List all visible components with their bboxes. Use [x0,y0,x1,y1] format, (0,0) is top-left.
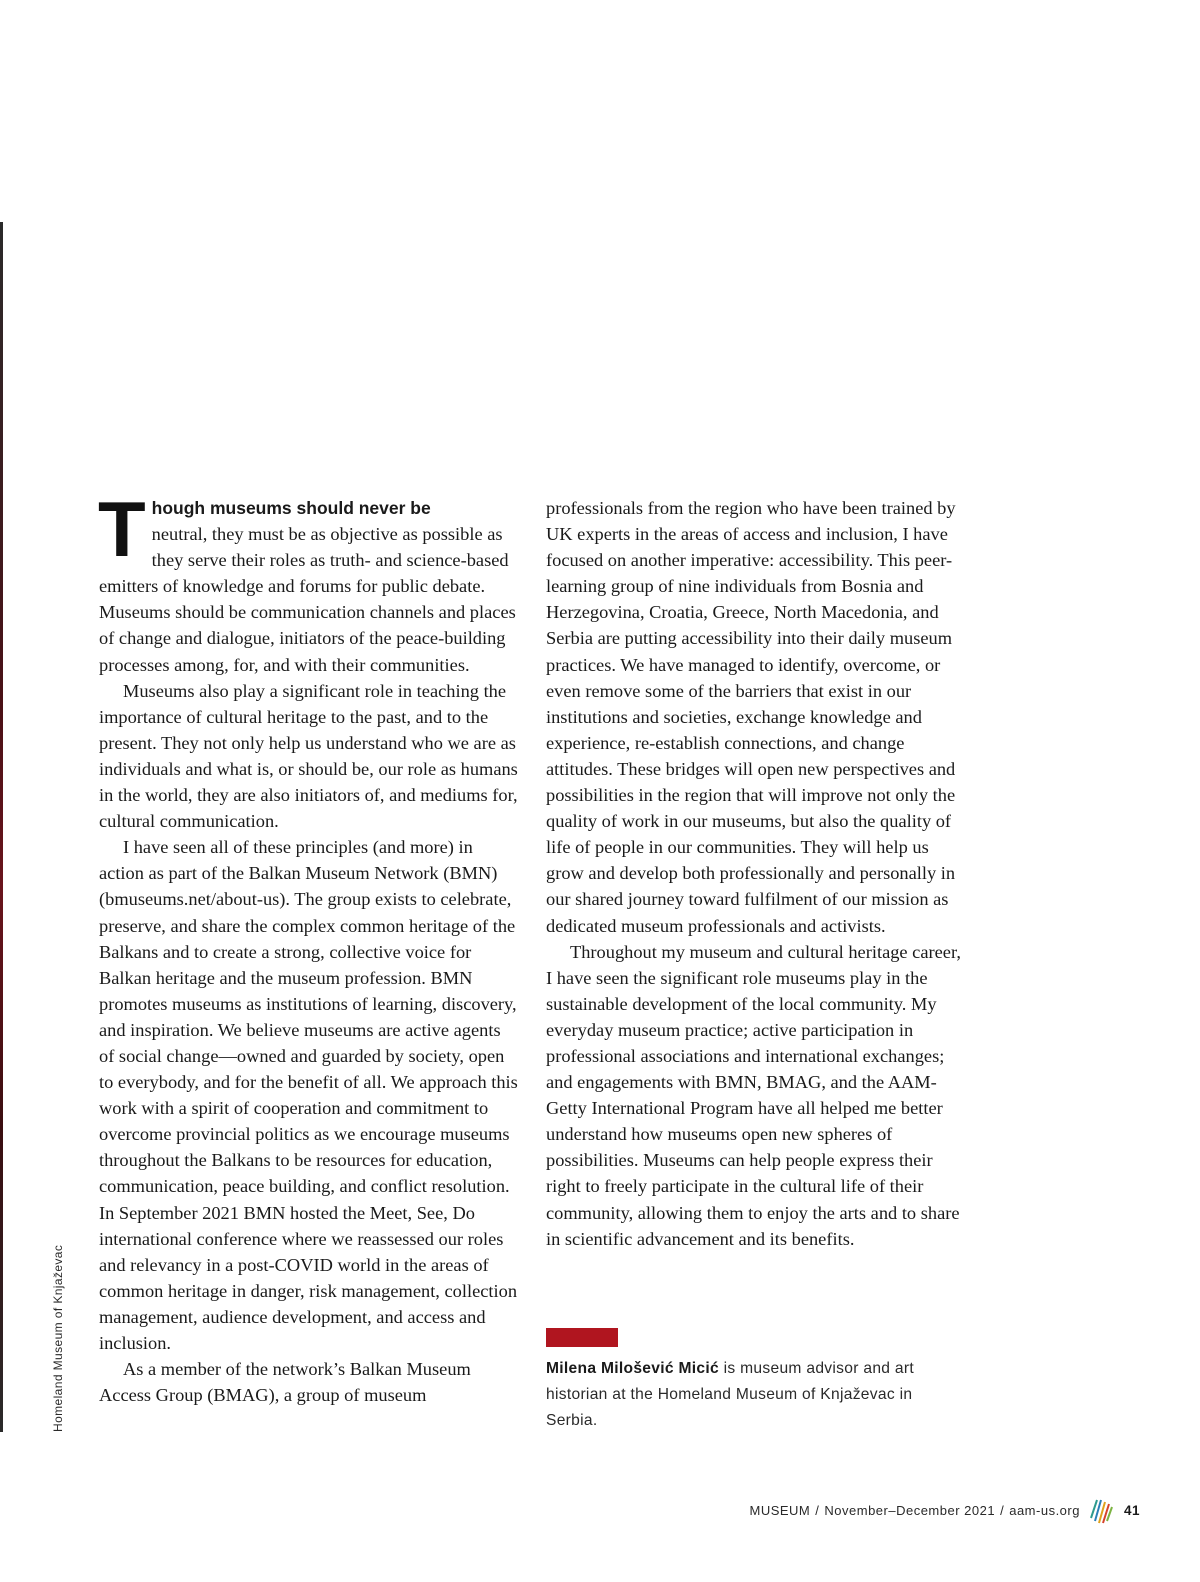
footer-separator: / [815,1502,820,1518]
photo-credit: Homeland Museum of Knjaževac [51,1244,65,1432]
site-url[interactable]: aam-us.org [1009,1502,1080,1518]
author-bio [546,1356,966,1434]
page-number: 41 [1123,1502,1140,1518]
author-bio-text: is museum advisor and art historian at the Homeland Museum of Knjaževac in Serbia. [546,1360,915,1429]
article-paragraph-3: I have seen all of these principles (and more) in action as part of the Balkan Museum Network (BMN) (bmuseums.net/about-us). The group exists to celebrate, preserve, and share the complex common heritage of the Balkans and to create a strong, collective voice for Balkan heritage and the museum profession. BMN promotes museums as institutions of learning, discovery, and inspiration. We believe museums are active agents of social change—owned and guarded by society, open to everybody, and for the benefit of all. We approach this work with a spirit of cooperation and commitment to overcome provincial politics as we encourage museums throughout the Balkans to be resources for education, communication, peace building, and conflict resolution. In September 2021 BMN hosted the Meet, See, Do international conference where we reassessed our roles and relevancy in a post-COVID world in the areas of common heritage in danger, risk management, collection management, audience development, and access and inclusion. [99,837,518,1353]
footer-separator: / [1000,1502,1005,1518]
magazine-name: MUSEUM [749,1502,811,1518]
issue-date: November–December 2021 [824,1502,996,1518]
article-paragraph-2: Museums also play a significant role in teaching the importance of cultural heritage to the past, and to the present. They not only help us understand who we are as individuals and what is, or should be, our role as humans in the world, they are also initiators of, and mediums for, cultural communication. [99,680,518,832]
article-column-right [546,495,966,1252]
bio-accent-bar [546,1328,618,1347]
lead-in: hough museums should never be [151,498,431,518]
article-paragraph-5: Throughout my museum and cultural heritage career, I have seen the significant role museums play in the sustainable development of the local community. My everyday museum practice; active participation in professional associations and international exchanges; and engagements with BMN, BMAG, and the AAM-Getty International Program have all helped me better understand how museums open new spheres of possibilities. Museums can help people express their right to freely participate in the cultural life of their community, allowing them to enjoy the arts and to share in scientific advancement and its benefits. [546,941,961,1249]
drop-cap: T [98,485,146,573]
author-name: Milena Milošević Micić [546,1360,719,1377]
article-paragraph-1 [98,485,519,678]
page-footer [749,1496,1140,1524]
aam-stripes-logo-icon [1088,1496,1114,1524]
paragraph-text: neutral, they must be as objective as possible as they serve their roles as truth- and science-based emitters of knowledge and forums for public debate. Museums should be communication channels and places of change and dialogue, initiators of the peace-building processes among, for, and with their communities. [99,524,516,675]
article-column-left [98,485,519,1408]
page-edge-bar [0,222,3,1432]
article-paragraph-continued: professionals from the region who have been trained by UK experts in the areas of access and inclusion, I have focused on another imperative: accessibility. This peer-learning group of nine individuals from Bosnia and Herzegovina, Croatia, Greece, North Macedonia, and Serbia are putting accessibility into their daily museum practices. We have managed to identify, overcome, or even remove some of the barriers that exist in our institutions and societies, exchange knowledge and experience, re-establish connections, and change attitudes. These bridges will open new perspectives and possibilities in the region that will improve not only the quality of work in our museums, but also the quality of life of people in our communities. They will help us grow and develop both professionally and personally in our shared journey toward fulfilment of our mission as dedicated museum professionals and activists. [546,498,956,936]
article-paragraph-4: As a member of the network’s Balkan Museum Access Group (BMAG), a group of museum [99,1359,471,1406]
